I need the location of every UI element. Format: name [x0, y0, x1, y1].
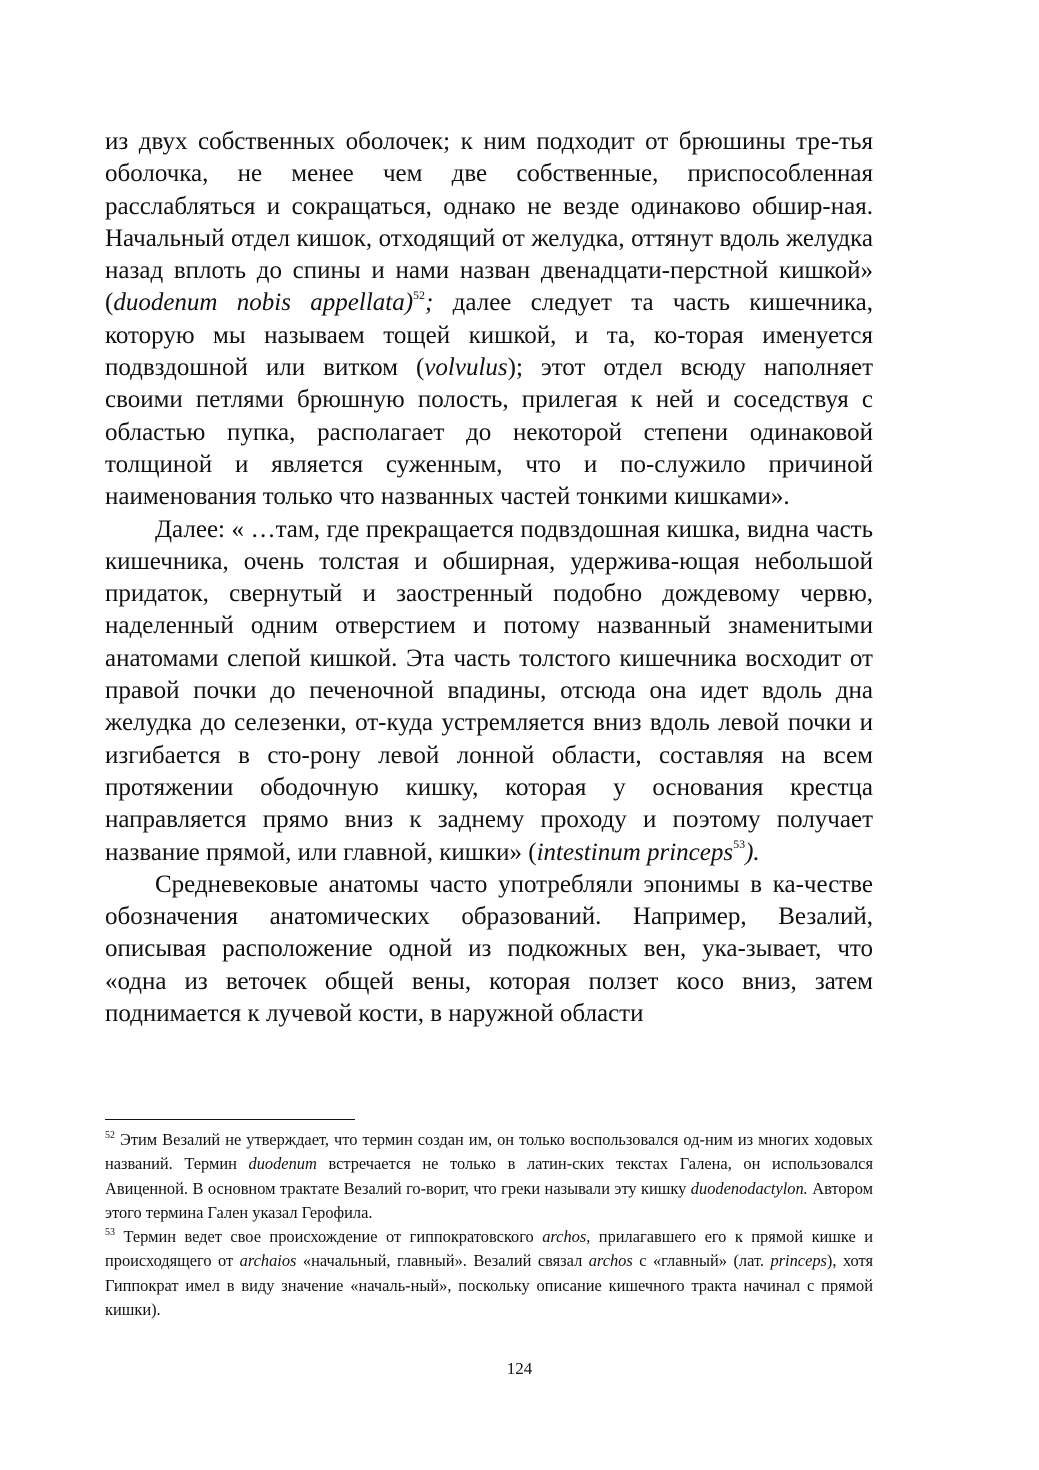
- italic-term: princeps: [770, 1251, 827, 1271]
- paragraph-1: [105, 126, 873, 514]
- italic-term: duodenum: [248, 1154, 317, 1174]
- italic-term: duodenodactylon.: [690, 1178, 808, 1198]
- text-run: «начальный, главный». Везалий связал: [296, 1251, 589, 1271]
- footnote-53: [105, 1225, 873, 1322]
- italic-term: duodenum nobis appellata): [113, 289, 414, 317]
- footnote-52: [105, 1128, 873, 1225]
- paragraph-2: [105, 514, 873, 869]
- italic-term: archos: [588, 1251, 633, 1271]
- text-run: далее следует та часть кишечника, которую мы называем тощей кишкой, и та, ко-торая именуется подвздошной или витком (: [105, 289, 873, 382]
- paragraph-3: [105, 869, 873, 1030]
- footnote-reference: 52: [413, 288, 426, 303]
- text-run: прилагавшего его к прямой кишке и происходящего от: [105, 1227, 873, 1271]
- italic-term: intestinum princeps: [536, 838, 734, 866]
- text-run: ); этот отдел всюду наполняет своими петлями брюшную полость, прилегая к ней и соседствуя с областью пупка, располагает до некоторой степени одинаковой толщиной и является суженным, что и по-служило причиной наименования только что названных частей тонкими кишками».: [105, 354, 873, 511]
- text-run: Автором этого термина Гален указал Герофила.: [105, 1178, 873, 1222]
- footnote-number: 53: [105, 1226, 115, 1238]
- italic-term: ).: [745, 838, 760, 866]
- main-text-block: [105, 126, 873, 1030]
- italic-term: volvulus: [424, 354, 508, 382]
- text-run: Термин ведет свое происхождение от гиппократовского: [115, 1227, 543, 1247]
- text-run: Далее: « …там, где прекращается подвздошная кишка, видна часть кишечника, очень толстая и обширная, удержива-ющая небольшой придаток, свернутый и заостренный подобно дождевому червю, наделенный одним отверстием и потому названный знаменитыми анатомами слепой кишкой. Эта часть толстого кишечника восходит от правой почки до печеночной впадины, отсюда она идет вдоль дна желудка до селезенки, от-куда устремляется вниз вдоль левой почки и изгибается в сто-рону левой лонной области, составляя на всем протяжении ободочную кишку, которая у основания крестца направляется прямо вниз к заднему проходу и поэтому получает название прямой, или главной, кишки» (: [105, 515, 873, 866]
- footnotes: [105, 1128, 873, 1322]
- text-run: из двух собственных оболочек; к ним подходит от брюшины тре-тья оболочка, не менее чем две собственные, приспособленная расслабляться и сокращаться, однако не везде одинаково обшир-ная. Начальный отдел кишок, отходящий от желудка, оттянут вдоль желудка назад вплоть до спины и нами назван двенадцати-перстной кишкой» (: [105, 128, 873, 317]
- italic-term: archaios: [239, 1251, 297, 1271]
- italic-term: archos,: [542, 1227, 591, 1247]
- italic-term: ;: [425, 289, 434, 317]
- footnote-reference: 53: [733, 837, 746, 852]
- text-run: встречается не только в латин-ских текстах Галена, он использовался Авиценной. В основном трактате Везалий го-ворит, что греки называли эту кишку: [105, 1154, 873, 1198]
- page-number: 124: [506, 1359, 533, 1378]
- text-run: ), хотя Гиппократ имел в виду значение «началь-ный», поскольку описание кишечного тракта начинал с прямой кишки).: [105, 1251, 873, 1320]
- footnote-number: 52: [105, 1129, 115, 1141]
- body-text: [105, 126, 873, 1030]
- text-run: Этим Везалий не утверждает, что термин создан им, он только воспользовался од-ним из многих ходовых названий. Термин: [105, 1130, 873, 1174]
- text-run: с «главный» (лат.: [632, 1251, 771, 1271]
- text-run: Средневековые анатомы часто употребляли эпонимы в ка-честве обозначения анатомических образований. Например, Везалий, описывая расположение одной из подкожных вен, ука-зывает, что «одна из веточек общей вены, которая ползет косо вниз, затем поднимается к лучевой кости, в наружной области: [105, 870, 873, 1028]
- footnote-separator: [105, 1119, 355, 1120]
